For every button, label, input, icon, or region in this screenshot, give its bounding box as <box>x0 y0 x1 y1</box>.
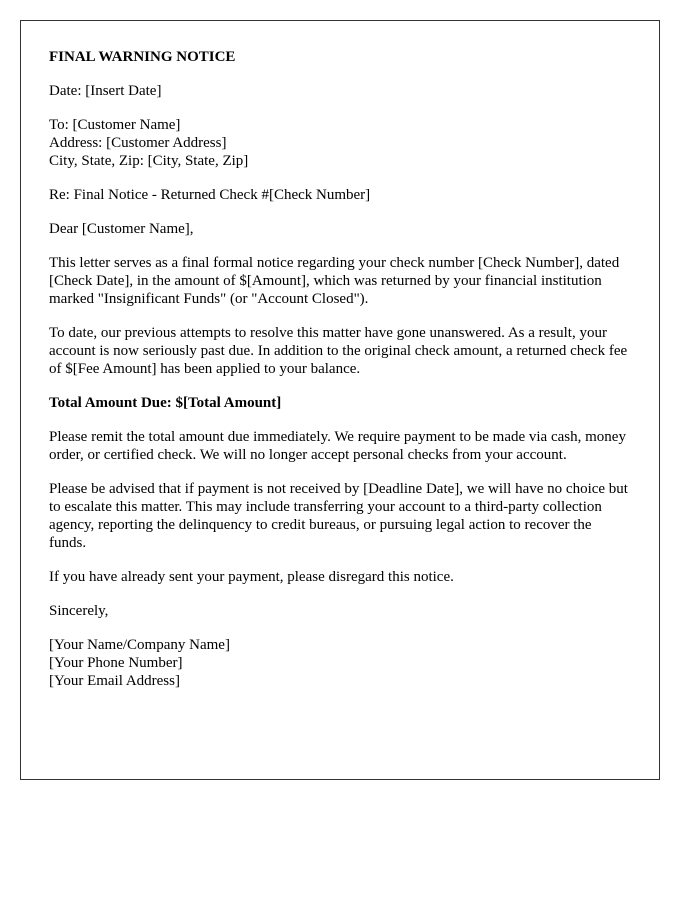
body-paragraph-2: To date, our previous attempts to resolve this matter have gone unanswered. As a result, your account is now seriously past due. In addition to the original check amount, a returned check fee of $[Fee Amount] has been applied to your balance. <box>49 325 628 377</box>
letter-title: FINAL WARNING NOTICE <box>49 49 236 65</box>
closing: Sincerely, <box>49 603 109 619</box>
signature-phone: [Your Phone Number] <box>49 655 183 671</box>
recipient-block <box>49 116 631 170</box>
body-paragraph-1: This letter serves as a final formal notice regarding your check number [Check Number], dated [Check Date], in the amount of $[Amount], which was returned by your financial institution marked "Insignificant Funds" (or "Account Closed"). <box>49 255 620 307</box>
body-paragraph-3: Please remit the total amount due immediately. We require payment to be made via cash, money order, or certified check. We will no longer accept personal checks from your account. <box>49 429 626 463</box>
letter-date: Date: [Insert Date] <box>49 83 162 99</box>
letter-document <box>20 20 660 780</box>
salutation: Dear [Customer Name], <box>49 221 194 237</box>
recipient-address: Address: [Customer Address] <box>49 135 227 151</box>
subject-line: Re: Final Notice - Returned Check #[Check Number] <box>49 187 371 203</box>
signature-block <box>49 636 631 690</box>
signature-email: [Your Email Address] <box>49 673 180 689</box>
recipient-city: City, State, Zip: [City, State, Zip] <box>49 153 249 169</box>
signature-name: [Your Name/Company Name] <box>49 637 230 653</box>
total-amount-due: Total Amount Due: $[Total Amount] <box>49 395 282 411</box>
recipient-to: To: [Customer Name] <box>49 117 181 133</box>
body-paragraph-4: Please be advised that if payment is not received by [Deadline Date], we will have no choice but to escalate this matter. This may include transferring your account to a third-party collection agency, reporting the delinquency to credit bureaus, or pursuing legal action to recover the funds. <box>49 481 628 551</box>
body-paragraph-5: If you have already sent your payment, please disregard this notice. <box>49 569 454 585</box>
